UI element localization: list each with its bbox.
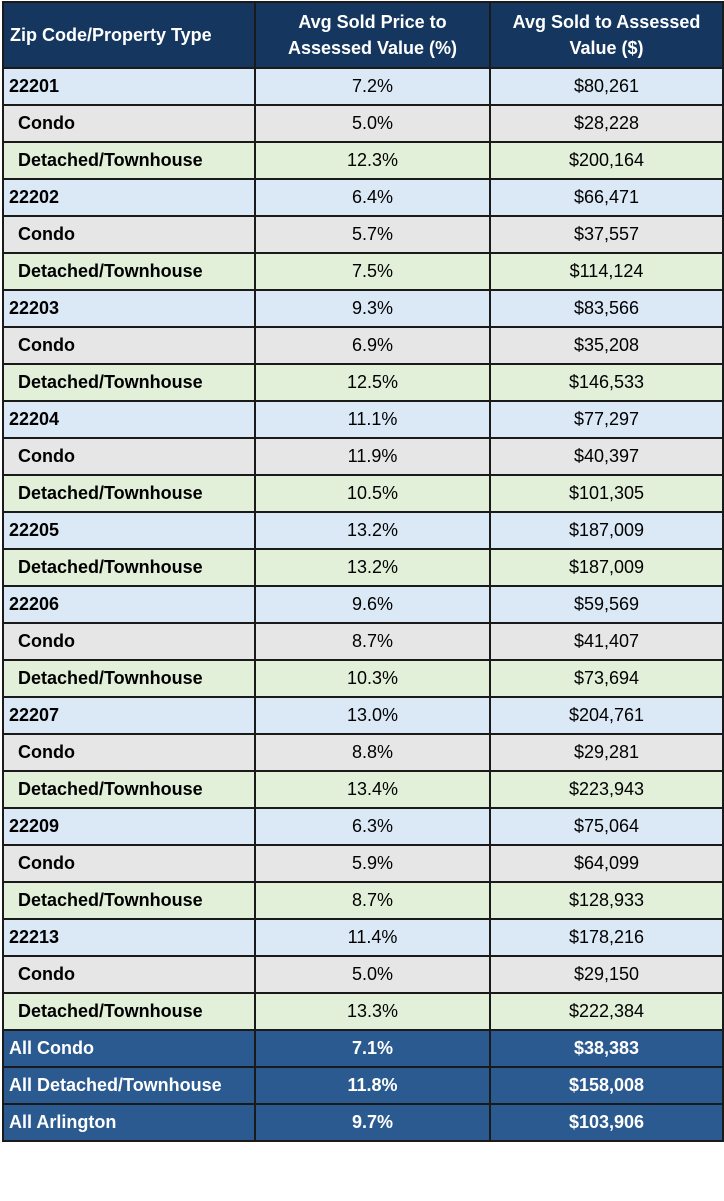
row-amount-value: $41,407 bbox=[490, 623, 723, 660]
table-row-total bbox=[3, 1030, 723, 1067]
row-label: 22202 bbox=[3, 179, 255, 216]
table-row-detached bbox=[3, 993, 723, 1030]
row-amount-value: $128,933 bbox=[490, 882, 723, 919]
row-amount-value: $114,124 bbox=[490, 253, 723, 290]
table-row-condo bbox=[3, 956, 723, 993]
header-line: Value ($) bbox=[569, 38, 644, 58]
row-pct-value: 8.7% bbox=[255, 882, 490, 919]
header-row bbox=[3, 2, 723, 68]
row-label: Condo bbox=[3, 216, 255, 253]
row-label: All Detached/Townhouse bbox=[3, 1067, 255, 1104]
row-pct-value: 13.2% bbox=[255, 512, 490, 549]
row-pct-value: 13.3% bbox=[255, 993, 490, 1030]
row-pct-value: 9.6% bbox=[255, 586, 490, 623]
row-amount-value: $83,566 bbox=[490, 290, 723, 327]
row-label: Condo bbox=[3, 105, 255, 142]
row-amount-value: $200,164 bbox=[490, 142, 723, 179]
sold-price-table bbox=[2, 1, 724, 1142]
row-pct-value: 5.0% bbox=[255, 956, 490, 993]
row-label: Detached/Townhouse bbox=[3, 253, 255, 290]
row-pct-value: 10.3% bbox=[255, 660, 490, 697]
row-amount-value: $40,397 bbox=[490, 438, 723, 475]
row-pct-value: 6.4% bbox=[255, 179, 490, 216]
row-label: Detached/Townhouse bbox=[3, 142, 255, 179]
row-label: Detached/Townhouse bbox=[3, 549, 255, 586]
row-amount-value: $146,533 bbox=[490, 364, 723, 401]
row-pct-value: 10.5% bbox=[255, 475, 490, 512]
row-pct-value: 8.7% bbox=[255, 623, 490, 660]
row-pct-value: 11.4% bbox=[255, 919, 490, 956]
row-amount-value: $73,694 bbox=[490, 660, 723, 697]
row-pct-value: 7.2% bbox=[255, 68, 490, 105]
row-label: Detached/Townhouse bbox=[3, 364, 255, 401]
row-amount-value: $187,009 bbox=[490, 512, 723, 549]
table-row-total bbox=[3, 1104, 723, 1141]
table-row-zip bbox=[3, 808, 723, 845]
row-amount-value: $158,008 bbox=[490, 1067, 723, 1104]
row-pct-value: 6.3% bbox=[255, 808, 490, 845]
row-label: Detached/Townhouse bbox=[3, 882, 255, 919]
row-label: Detached/Townhouse bbox=[3, 771, 255, 808]
table-row-condo bbox=[3, 845, 723, 882]
row-amount-value: $35,208 bbox=[490, 327, 723, 364]
table-header bbox=[3, 2, 723, 68]
row-pct-value: 11.8% bbox=[255, 1067, 490, 1104]
table-row-zip bbox=[3, 586, 723, 623]
table-row-zip bbox=[3, 179, 723, 216]
table-body bbox=[3, 68, 723, 1141]
row-label: Condo bbox=[3, 623, 255, 660]
row-label: Condo bbox=[3, 845, 255, 882]
header-avg-sold-price-pct bbox=[255, 2, 490, 68]
row-label: Detached/Townhouse bbox=[3, 993, 255, 1030]
table-row-condo bbox=[3, 623, 723, 660]
row-label: 22213 bbox=[3, 919, 255, 956]
row-amount-value: $222,384 bbox=[490, 993, 723, 1030]
row-amount-value: $28,228 bbox=[490, 105, 723, 142]
row-label: 22204 bbox=[3, 401, 255, 438]
table-row-condo bbox=[3, 327, 723, 364]
row-amount-value: $64,099 bbox=[490, 845, 723, 882]
row-pct-value: 8.8% bbox=[255, 734, 490, 771]
table-row-detached bbox=[3, 475, 723, 512]
row-label: Condo bbox=[3, 734, 255, 771]
row-label: 22207 bbox=[3, 697, 255, 734]
table-row-detached bbox=[3, 142, 723, 179]
row-pct-value: 5.9% bbox=[255, 845, 490, 882]
row-label: All Condo bbox=[3, 1030, 255, 1067]
row-amount-value: $204,761 bbox=[490, 697, 723, 734]
table-row-detached bbox=[3, 549, 723, 586]
table-row-zip bbox=[3, 919, 723, 956]
header-zip-property-type: Zip Code/Property Type bbox=[3, 2, 255, 68]
row-label: 22201 bbox=[3, 68, 255, 105]
table-row-total bbox=[3, 1067, 723, 1104]
row-amount-value: $59,569 bbox=[490, 586, 723, 623]
header-line: Avg Sold Price to bbox=[298, 12, 447, 32]
row-label: 22209 bbox=[3, 808, 255, 845]
row-amount-value: $29,150 bbox=[490, 956, 723, 993]
row-amount-value: $75,064 bbox=[490, 808, 723, 845]
table-row-zip bbox=[3, 401, 723, 438]
row-amount-value: $37,557 bbox=[490, 216, 723, 253]
table-row-condo bbox=[3, 734, 723, 771]
row-pct-value: 12.5% bbox=[255, 364, 490, 401]
table-row-condo bbox=[3, 216, 723, 253]
row-label: Detached/Townhouse bbox=[3, 660, 255, 697]
row-label: 22206 bbox=[3, 586, 255, 623]
row-pct-value: 12.3% bbox=[255, 142, 490, 179]
row-amount-value: $29,281 bbox=[490, 734, 723, 771]
row-pct-value: 11.1% bbox=[255, 401, 490, 438]
row-amount-value: $103,906 bbox=[490, 1104, 723, 1141]
row-amount-value: $223,943 bbox=[490, 771, 723, 808]
row-amount-value: $187,009 bbox=[490, 549, 723, 586]
table-row-detached bbox=[3, 253, 723, 290]
header-avg-sold-to-assessed-dollars bbox=[490, 2, 723, 68]
row-amount-value: $66,471 bbox=[490, 179, 723, 216]
table-row-detached bbox=[3, 364, 723, 401]
row-label: Detached/Townhouse bbox=[3, 475, 255, 512]
table-row-zip bbox=[3, 697, 723, 734]
row-amount-value: $38,383 bbox=[490, 1030, 723, 1067]
row-amount-value: $178,216 bbox=[490, 919, 723, 956]
row-label: All Arlington bbox=[3, 1104, 255, 1141]
row-label: Condo bbox=[3, 438, 255, 475]
row-pct-value: 11.9% bbox=[255, 438, 490, 475]
row-pct-value: 7.1% bbox=[255, 1030, 490, 1067]
table-row-detached bbox=[3, 771, 723, 808]
table-row-condo bbox=[3, 105, 723, 142]
header-line: Avg Sold to Assessed bbox=[512, 12, 701, 32]
table-row-detached bbox=[3, 882, 723, 919]
row-amount-value: $77,297 bbox=[490, 401, 723, 438]
row-pct-value: 7.5% bbox=[255, 253, 490, 290]
table-row-zip bbox=[3, 68, 723, 105]
row-pct-value: 13.4% bbox=[255, 771, 490, 808]
row-pct-value: 13.2% bbox=[255, 549, 490, 586]
header-line: Assessed Value (%) bbox=[287, 38, 458, 58]
row-pct-value: 6.9% bbox=[255, 327, 490, 364]
table-row-zip bbox=[3, 512, 723, 549]
row-amount-value: $80,261 bbox=[490, 68, 723, 105]
row-pct-value: 9.7% bbox=[255, 1104, 490, 1141]
row-label: 22205 bbox=[3, 512, 255, 549]
row-amount-value: $101,305 bbox=[490, 475, 723, 512]
row-label: Condo bbox=[3, 956, 255, 993]
table-row-detached bbox=[3, 660, 723, 697]
row-label: 22203 bbox=[3, 290, 255, 327]
row-pct-value: 5.0% bbox=[255, 105, 490, 142]
row-pct-value: 9.3% bbox=[255, 290, 490, 327]
row-pct-value: 13.0% bbox=[255, 697, 490, 734]
table-row-condo bbox=[3, 438, 723, 475]
row-pct-value: 5.7% bbox=[255, 216, 490, 253]
table-row-zip bbox=[3, 290, 723, 327]
row-label: Condo bbox=[3, 327, 255, 364]
